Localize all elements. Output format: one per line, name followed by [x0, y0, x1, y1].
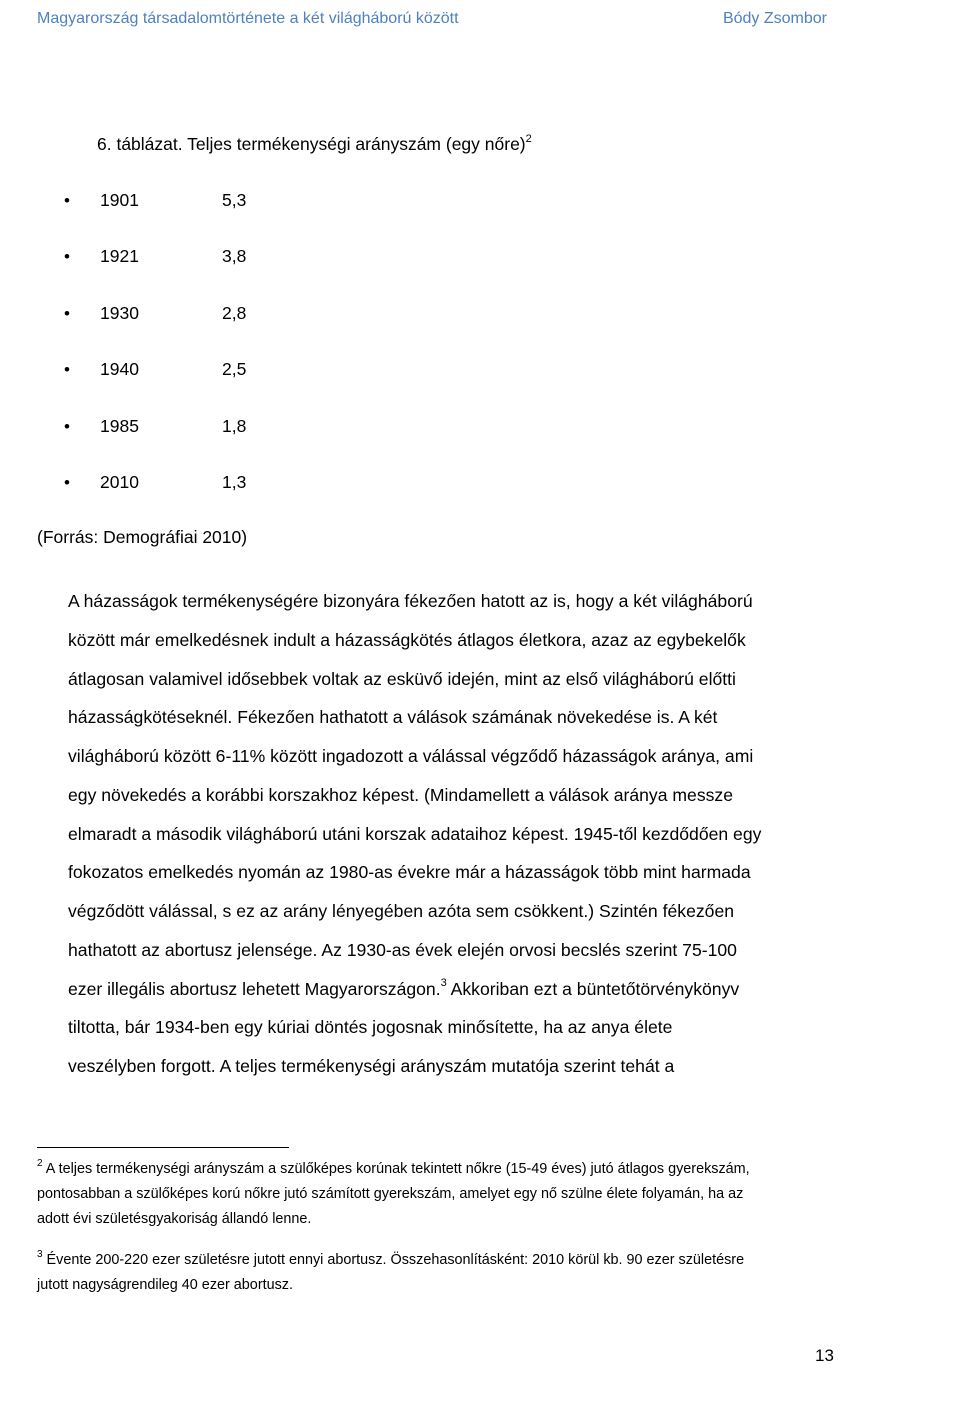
bullet-icon: • [64, 191, 70, 210]
bullet-icon: • [64, 303, 70, 323]
page-header [37, 10, 827, 32]
footnote-line: pontosabban a szülőképes korú nőkre jutó számított gyerekszám, amelyet egy nő szülne élete folyamán, ha az [37, 1186, 744, 1202]
paragraph-line: elmaradt a második világháború utáni korszak adataihoz képest. 1945-től kezdődően egy [68, 823, 762, 844]
paragraph-line: házasságkötéseknél. Fékezően hathatott a válások számának növekedése is. A két [68, 707, 718, 728]
row-year: 1985 [100, 415, 139, 436]
bullet-icon: • [64, 360, 70, 380]
footnote-ref-3: 3 [440, 976, 447, 989]
header-title: Magyarország társadalomtörténete a két világháború között [37, 10, 459, 27]
row-year: 1901 [100, 190, 139, 210]
header-author: Bódy Zsombor [722, 10, 827, 27]
footnote-separator [37, 1147, 289, 1148]
line-text: ezer illegális abortusz lehetett Magyarországon. [68, 978, 441, 999]
paragraph-line: fokozatos emelkedés nyomán az 1980-as évekre már a házasságok több mint harmada [68, 862, 751, 883]
footnote-3 [37, 1248, 744, 1298]
bullet-icon: • [64, 416, 70, 436]
row-value: 5,3 [222, 190, 247, 210]
row-year: 1930 [100, 302, 139, 323]
row-value: 3,8 [222, 246, 247, 267]
table-caption-text: 6. táblázat. Teljes termékenységi arányszám (egy nőre) [97, 134, 526, 154]
bullet-icon: • [64, 247, 70, 267]
footnote-ref-2: 2 [525, 133, 532, 145]
table-source: (Forrás: Demográfiai 2010) [37, 527, 248, 547]
paragraph-line: A házasságok termékenységére bizonyára fékezően hatott az is, hogy a két világháború [68, 591, 753, 611]
footnote-2 [37, 1157, 750, 1232]
row-value: 2,5 [222, 359, 247, 380]
footnote-line [37, 1157, 750, 1182]
footnote-line: adott évi születésgyakoriság állandó lenne. [37, 1211, 312, 1227]
body-paragraph [68, 582, 848, 1086]
paragraph-line: tiltotta, bár 1934-ben egy kúriai döntés jogosnak minősítette, ha az anya élete [68, 1017, 673, 1038]
row-value: 2,8 [222, 302, 247, 323]
row-value: 1,3 [222, 471, 247, 492]
paragraph-line: egy növekedés a korábbi korszakhoz képest. (Mindamellett a válások aránya messze [68, 784, 733, 805]
row-year: 1940 [100, 359, 139, 380]
paragraph-line: között már emelkedésnek indult a házasságkötés átlagos életkora, azaz az egybekelők [68, 629, 746, 650]
footnote-line: jutott nagyságrendileg 40 ezer abortusz. [37, 1277, 293, 1293]
bullet-icon: • [64, 472, 70, 492]
paragraph-line: veszélyben forgott. A teljes termékenységi arányszám mutatója szerint tehát a [68, 1056, 675, 1076]
row-year: 1921 [100, 246, 139, 267]
paragraph-line: végződött válással, s ez az arány lényegében azóta sem csökkent.) Szintén fékezően [68, 901, 735, 921]
paragraph-line: átlagosan valamivel idősebbek voltak az esküvő idején, mint az első világháború előtti [68, 668, 736, 689]
footnote-line [37, 1248, 744, 1273]
row-value: 1,8 [222, 415, 247, 436]
footnote-text: A teljes termékenységi arányszám a szülőképes korúnak tekintett nőkre (15-49 éves) jutó átlagos gyerekszám, [42, 1161, 750, 1177]
footnote-marker: 3 [37, 1249, 43, 1260]
paragraph-line [68, 970, 848, 1009]
table-caption [97, 133, 532, 155]
line-text: Akkoriban ezt a büntetőtörvénykönyv [446, 978, 740, 999]
footnote-text: Évente 200-220 ezer születésre jutott ennyi abortusz. Összehasonlításként: 2010 körül kb. 90 ezer születésre [42, 1252, 745, 1268]
paragraph-line: világháború között 6-11% között ingadozott a válással végződő házasságok aránya, ami [68, 746, 754, 766]
row-year: 2010 [100, 471, 139, 492]
page-number: 13 [815, 1346, 834, 1365]
footnote-marker: 2 [37, 1158, 43, 1169]
paragraph-line: hathatott az abortusz jelensége. Az 1930-as évek elején orvosi becslés szerint 75-100 [68, 939, 737, 960]
